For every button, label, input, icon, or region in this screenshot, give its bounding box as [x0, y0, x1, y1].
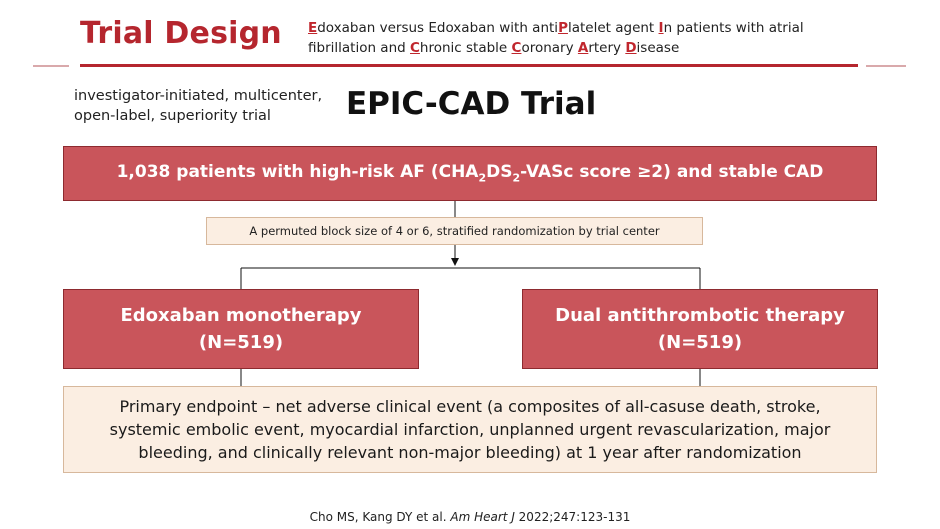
endpoint-line-2: systemic embolic event, myocardial infarction, unplanned urgent revascularization, major: [109, 420, 831, 439]
acronym-text: n patients with atrial: [663, 20, 804, 36]
acronym-letter: D: [625, 40, 637, 56]
citation-details: 2022;247:123-131: [514, 510, 631, 524]
acronym-letter: C: [511, 40, 522, 56]
design-line-2: open-label, superiority trial: [74, 108, 271, 124]
citation-authors: Cho MS, Kang DY et al.: [309, 510, 451, 524]
acronym-text: isease: [636, 40, 680, 56]
acronym-text: fibrillation and: [308, 40, 410, 56]
endpoint-line-3: bleeding, and clinically relevant non-major bleeding) at 1 year after randomization: [138, 443, 802, 462]
slide-title: Trial Design: [80, 16, 282, 51]
acronym-letter: C: [410, 40, 420, 56]
arm-dual-antithrombotic-therapy: [522, 289, 878, 369]
acronym-letter: A: [577, 40, 589, 56]
acronym-letter: E: [308, 20, 318, 36]
design-line-1: investigator-initiated, multicenter,: [74, 88, 323, 104]
population-text: 1,038 patients with high-risk AF ($CHA_2DS_2$-VASc score ≥2) and stable CAD: [116, 162, 824, 185]
acronym-letter: P: [558, 20, 568, 36]
endpoint-line-1: Primary endpoint – net adverse clinical event (a composites of all-casuse death, stroke,: [119, 397, 821, 416]
acronym-text: hronic stable: [419, 40, 512, 56]
arm-name: Dual antithrombotic therapy: [555, 305, 845, 326]
acronym-text: latelet agent: [567, 20, 659, 36]
arm-name: Edoxaban monotherapy: [120, 305, 362, 326]
citation-journal: Am Heart J: [450, 510, 515, 524]
population-box: [63, 146, 877, 201]
trial-name: EPIC-CAD Trial: [346, 86, 597, 122]
acronym-text: doxaban versus Edoxaban with anti: [317, 20, 559, 36]
acronym-text: oronary: [521, 40, 578, 56]
randomization-box: A permuted block size of 4 or 6, stratified randomization by trial center: [206, 217, 703, 245]
acronym-letter: I: [658, 20, 664, 36]
primary-endpoint-box: [63, 386, 877, 473]
arm-sample-size: (N=519): [657, 332, 743, 353]
arm-sample-size: (N=519): [198, 332, 284, 353]
citation: [0, 510, 940, 524]
arm-edoxaban-monotherapy: [63, 289, 419, 369]
acronym-text: rtery: [588, 40, 626, 56]
